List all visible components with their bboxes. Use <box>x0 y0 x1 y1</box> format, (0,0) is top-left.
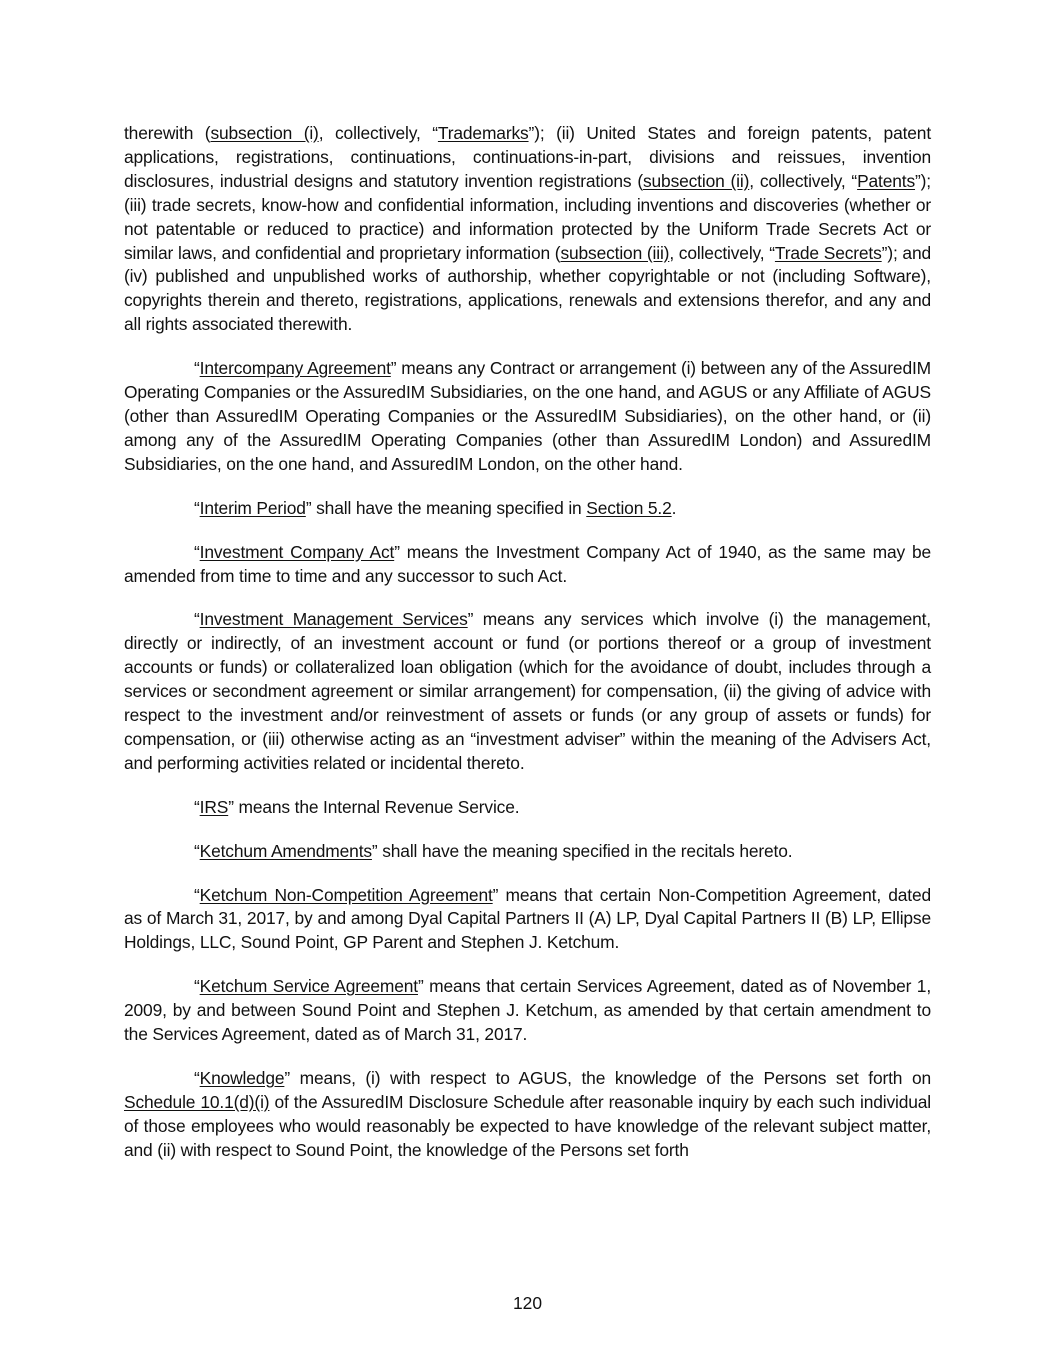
definition-text: . <box>671 497 677 518</box>
quote: “ <box>194 976 200 997</box>
quote: “ <box>194 884 200 905</box>
definition-investment-company-act <box>124 541 931 589</box>
defined-term: Intercompany Agreement <box>199 358 391 379</box>
definition-text: ” shall have the meaning specified in <box>305 497 587 518</box>
defined-term: Ketchum Non-Competition Agreement <box>199 884 493 905</box>
definition-text: ” shall have the meaning specified in the recitals hereto. <box>371 840 793 861</box>
cross-reference: subsection (iii) <box>560 242 670 263</box>
definition-intercompany-agreement <box>124 357 931 477</box>
cross-reference: subsection (ii) <box>642 170 750 191</box>
cross-reference: subsection (i) <box>210 123 319 143</box>
cross-reference: Section 5.2 <box>586 497 672 518</box>
text: , collectively, “ <box>749 170 858 191</box>
text: therewith ( <box>124 123 211 143</box>
defined-term: Patents <box>857 170 916 191</box>
paragraph-ip-continuation <box>124 122 931 337</box>
definition-text: ” means the Internal Revenue Service. <box>228 796 520 817</box>
definition-irs <box>124 796 931 820</box>
defined-term: Ketchum Service Agreement <box>199 976 418 997</box>
defined-term: Interim Period <box>199 497 306 518</box>
definition-knowledge <box>124 1067 931 1163</box>
definition-text: ” means any Contract or arrangement (i) between any of the AssuredIM Operating Companies or the AssuredIM Subsidiaries, on the one hand, and AGUS or any Affiliate of AGUS (other than AssuredIM Operating Companies or the AssuredIM Subsidiaries), on the other hand, or (ii) among any of the AssuredIM Operating Companies (other than AssuredIM London) and AssuredIM Subsidiaries, on the one hand, and AssuredIM London, on the other hand. <box>124 358 931 474</box>
cross-reference: Schedule 10.1(d)(i) <box>124 1091 270 1112</box>
defined-term: Trademarks <box>437 123 529 143</box>
defined-term: Trade Secrets <box>774 242 882 263</box>
definition-ketchum-service-agreement <box>124 975 931 1047</box>
quote: “ <box>194 358 200 379</box>
page-number: 120 <box>512 1293 542 1313</box>
quote: “ <box>194 609 200 630</box>
text: ”); (ii) United States and foreign patents, patent applications, registrations, continuations, continuations-in-part, divisions and reissues, invention disclosures, industrial designs and statutory invention registrations ( <box>124 123 931 191</box>
quote: “ <box>194 541 200 562</box>
quote: “ <box>194 497 200 518</box>
definition-text: ” means that certain Non-Competition Agreement, dated as of March 31, 2017, by and among Dyal Capital Partners II (A) LP, Dyal Capital Partners II (B) LP, Ellipse Holdings, LLC, Sound Point, GP Parent and Stephen J. Ketchum. <box>124 884 931 953</box>
definition-ketchum-non-competition-agreement <box>124 884 931 956</box>
definition-investment-management-services <box>124 608 931 775</box>
text: , collectively, “ <box>669 242 775 263</box>
defined-term: IRS <box>199 796 229 817</box>
defined-term: Investment Management Services <box>199 609 468 630</box>
definition-ketchum-amendments <box>124 840 931 864</box>
definition-text: ” means any services which involve (i) the management, directly or indirectly, of an investment account or fund (or portions thereof or a group of investment accounts or funds) or collateralized loan obligation (which for the avoidance of doubt, includes through a services or secondment agreement or similar arrangement) for compensation, (ii) the giving of advice with respect to the investment and/or reinvestment of assets or funds (or any group of assets or funds) for compensation, or (iii) otherwise acting as an “investment adviser” within the meaning of the Advisers Act, and performing activities related or incidental thereto. <box>124 609 931 773</box>
definition-text: of the AssuredIM Disclosure Schedule after reasonable inquiry by each such individual of those employees who would reasonably be expected to have knowledge of the relevant subject matter, and (ii) with respect to Sound Point, the knowledge of the Persons set forth <box>124 1091 931 1160</box>
definition-text: ” means the Investment Company Act of 1940, as the same may be amended from time to time and any successor to such Act. <box>124 541 931 586</box>
definition-interim-period <box>124 497 931 521</box>
defined-term: Ketchum Amendments <box>199 840 372 861</box>
document-page <box>124 122 931 1183</box>
text: ”); and (iv) published and unpublished works of authorship, whether copyrightable or not (including Software), copyrights therein and thereto, registrations, applications, renewals and extensions therefor, and any and all rights associated therewith. <box>124 242 931 335</box>
definition-text: ” means that certain Services Agreement, dated as of November 1, 2009, by and between Sound Point and Stephen J. Ketchum, as amended by that certain amendment to the Services Agreement, dated as of March 31, 2017. <box>124 976 932 1045</box>
defined-term: Investment Company Act <box>199 541 395 562</box>
defined-term: Knowledge <box>199 1068 285 1088</box>
text: ”); (iii) trade secrets, know-how and confidential information, including inventions and discoveries (whether or not patentable or reduced to practice) and information protected by the Uniform Trade Secrets Act or similar laws, and confidential and proprietary information ( <box>124 170 931 263</box>
quote: “ <box>194 796 200 817</box>
quote: “ <box>194 840 200 861</box>
text: , collectively, “ <box>318 123 438 143</box>
definition-text: ” means, (i) with respect to AGUS, the knowledge of the Persons set forth on <box>284 1068 931 1088</box>
quote: “ <box>194 1068 200 1088</box>
